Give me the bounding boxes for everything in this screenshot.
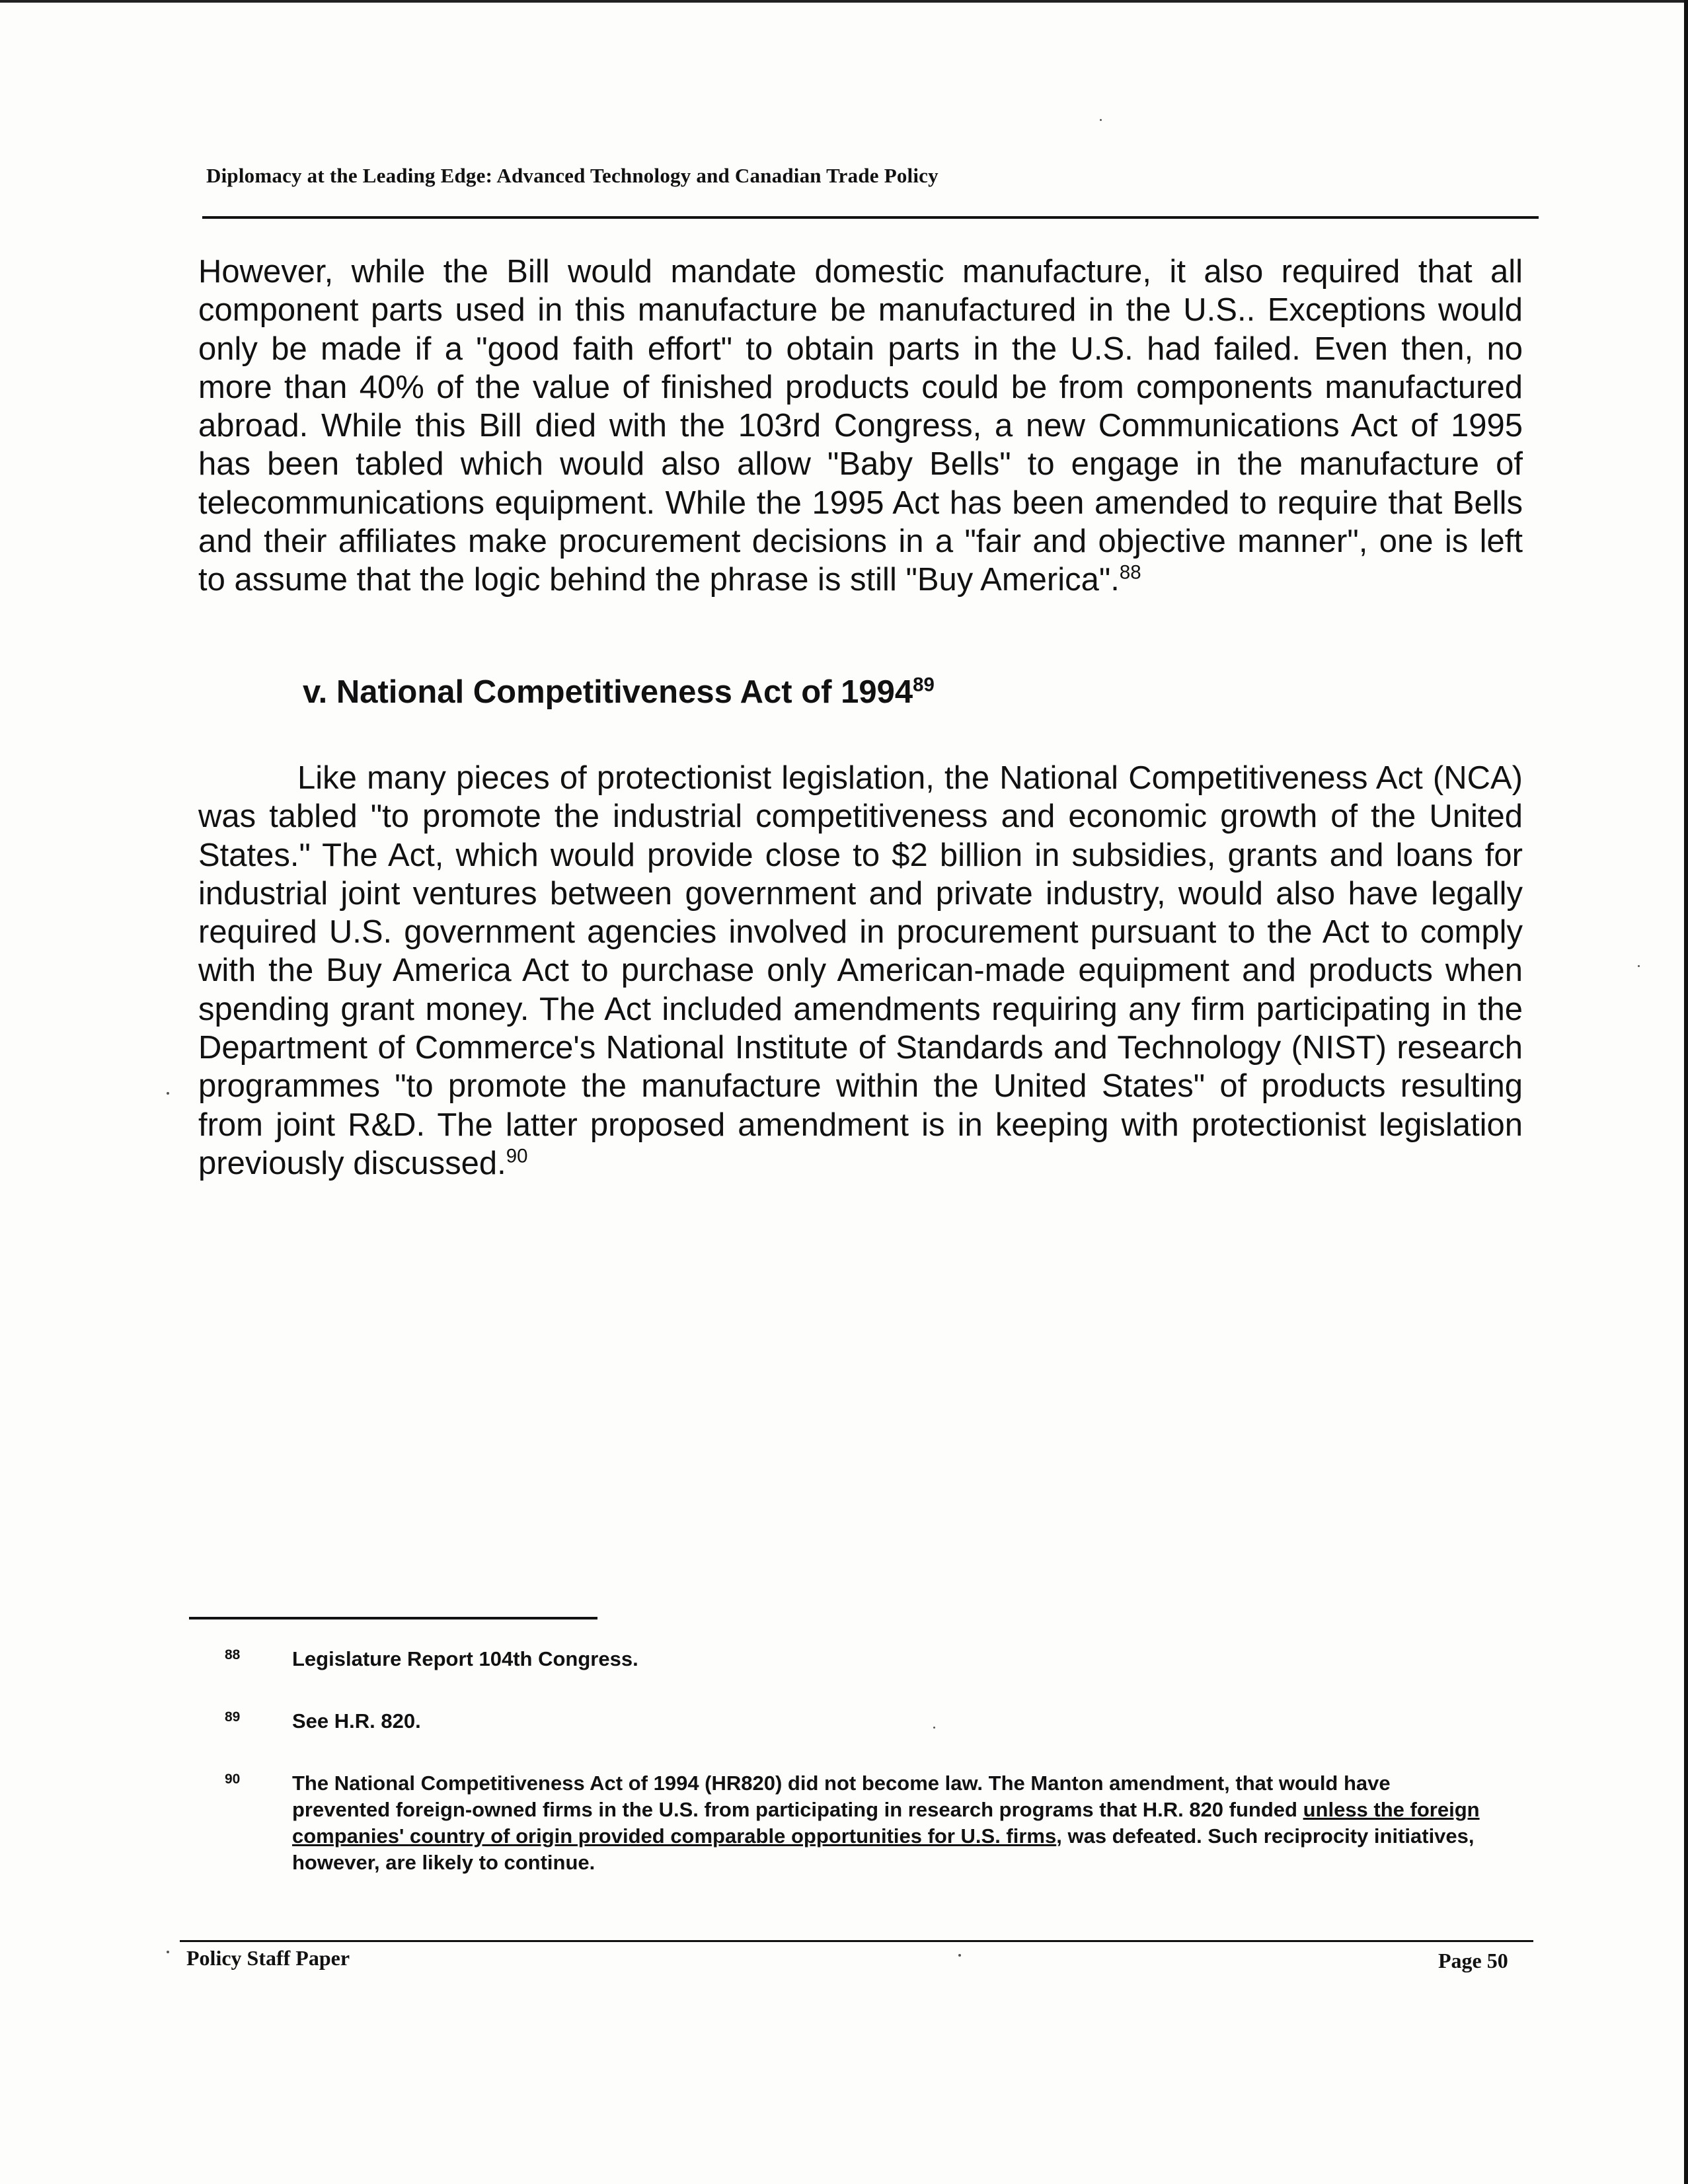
footer-rule [180,1940,1533,1942]
scan-speck [167,1951,169,1953]
scan-speck [933,1727,935,1729]
footnote-number: 88 [225,1647,241,1662]
running-header: Diplomacy at the Leading Edge: Advanced Technology and Canadian Trade Policy [206,164,939,187]
scan-speck [958,1954,961,1957]
footnote-underlined-text: unless the foreign companies' country of origin provided comparable opportunities for U.S. firms [292,1798,1480,1848]
body-paragraph-1 [198,253,1523,600]
footnote-ref-88: 88 [1119,562,1141,584]
footnote-90 [225,1770,1480,1876]
footnote-text: See H.R. 820. [292,1709,421,1733]
footnote-text-before: The National Competitiveness Act of 1994 (HR820) did not become law. The Manton amendment, that would have prevented foreign-owned firms in the U.S. from participating in research programs that H.R. 820 funded [292,1772,1391,1821]
header-rule [202,216,1539,219]
footnote-text: Legislature Report 104th Congress. [292,1647,638,1670]
section-heading [303,674,935,711]
footnote-separator [189,1617,597,1619]
scan-speck [167,1092,169,1095]
footer-page-number: Page 50 [1438,1949,1508,1972]
scan-right-edge [1684,0,1688,2184]
footnote-text [292,1770,1480,1876]
footnote-89 [225,1708,1480,1735]
footnote-88 [225,1646,1480,1672]
paragraph-indent [198,760,297,796]
body-paragraph-2 [198,759,1523,1183]
footnote-number: 90 [225,1772,241,1787]
scan-speck [1100,119,1102,121]
paragraph-1-text: However, while the Bill would mandate domestic manufacture, it also required that all component parts used in this manufacture be manufactured in the U.S.. Exceptions would only be made if a "good faith effort" to obtain parts in the U.S. had failed. Even then, no more than 40% of the value of finished products could be from components manufactured abroad. While this Bill died with the 103rd Congress, a new Communications Act of 1995 has been tabled which would also allow "Baby Bells" to engage in the manufacture of telecommunications equipment. While the 1995 Act has been amended to require that Bells and their affiliates make procurement decisions in a "fair and objective manner", one is left to assume that the logic behind the phrase is still "Buy America". [198,254,1523,598]
paragraph-2-text: Like many pieces of protectionist legislation, the National Competitiveness Act (NCA) was tabled "to promote the industrial competitiveness and economic growth of the United States." The Act, which would provide close to $2 billion in subsidies, grants and loans for industrial joint ventures between government and private industry, would also have legally required U.S. government agencies involved in procurement pursuant to the Act to comply with the Buy America Act to purchase only American-made equipment and products when spending grant money. The Act included amendments requiring any firm participating in the Department of Commerce's National Institute of Standards and Technology (NIST) research programmes "to promote the manufacture within the United States" of products resulting from joint R&D. The latter proposed amendment is in keeping with protectionist legislation previously discussed. [198,760,1523,1181]
footer-series-title: Policy Staff Paper [186,1946,350,1970]
footnote-text-after: , was defeated. Such reciprocity initiatives, however, are likely to continue. [292,1824,1475,1874]
scan-speck [1638,965,1640,967]
section-heading-text: v. National Competitiveness Act of 1994 [303,674,913,710]
footnote-number: 89 [225,1709,241,1725]
footnote-ref-90: 90 [506,1145,528,1167]
scan-top-edge [0,0,1688,3]
footnote-ref-89: 89 [913,674,935,696]
